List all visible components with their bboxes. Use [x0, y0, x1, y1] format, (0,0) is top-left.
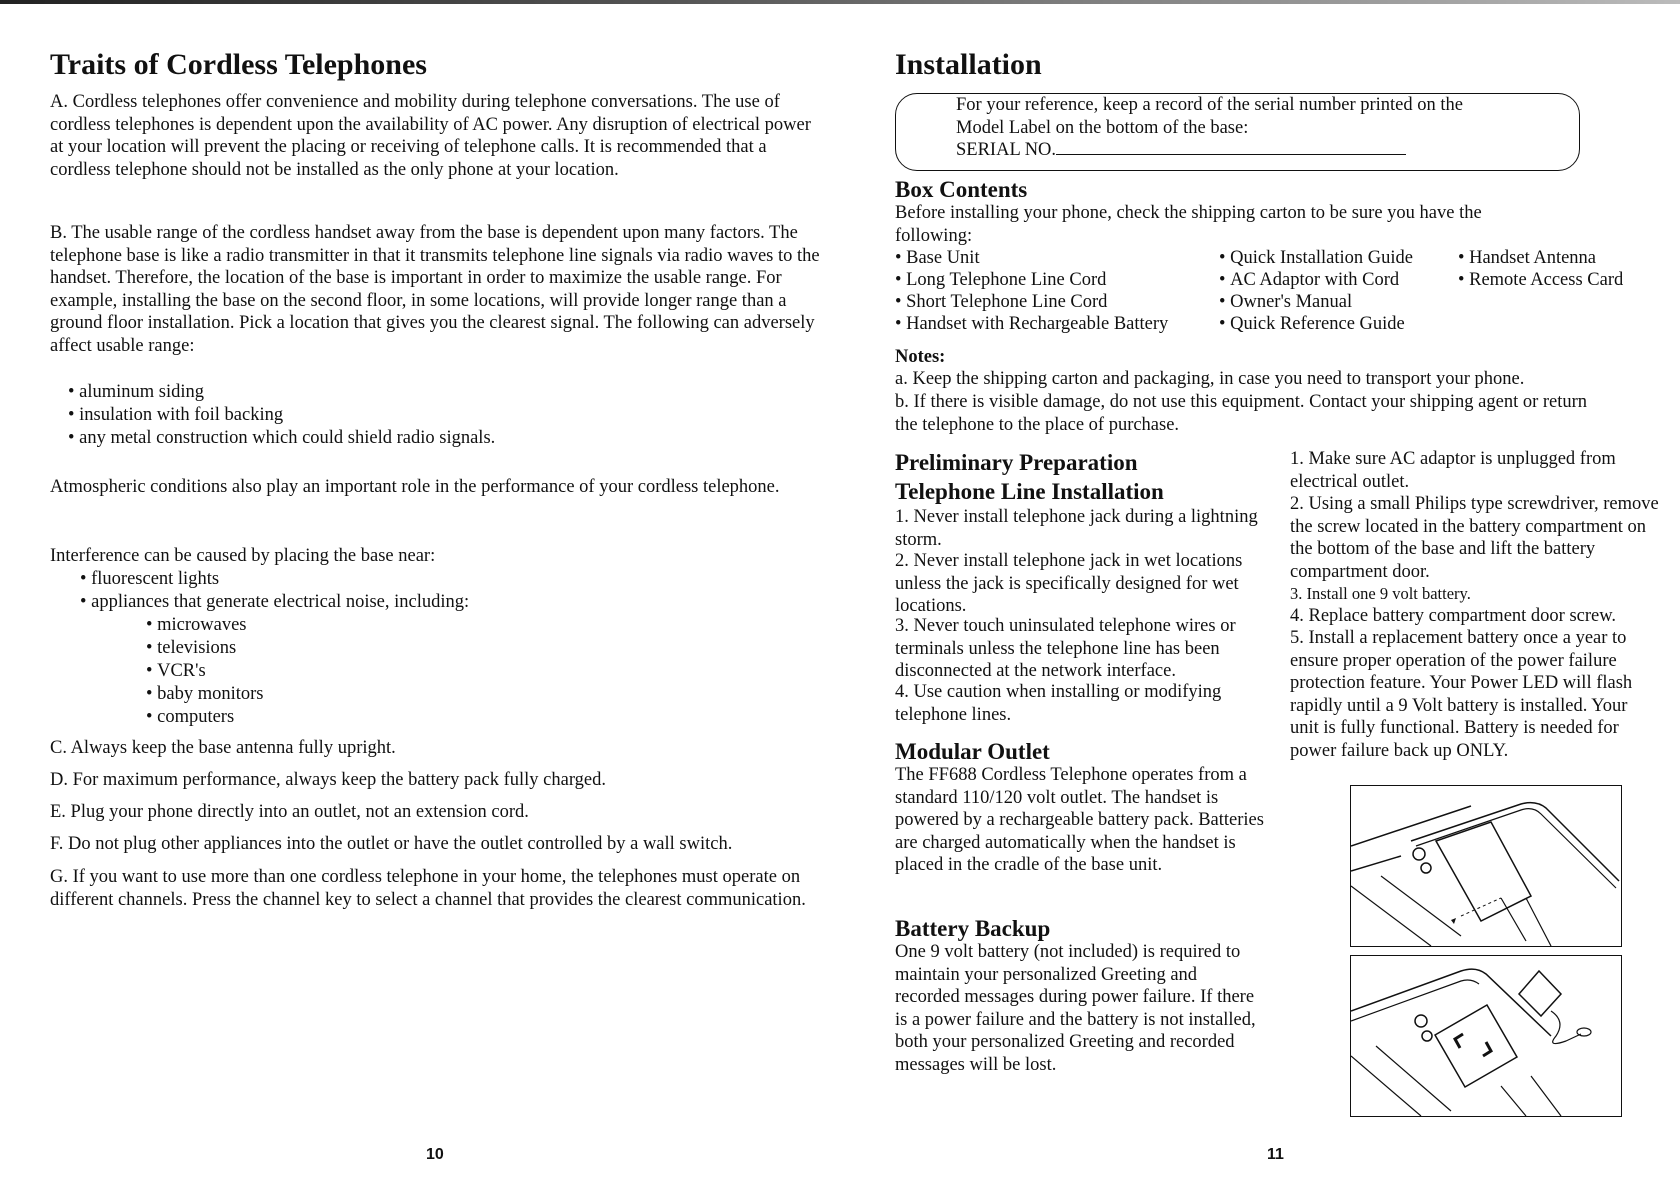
list-item: • Quick Reference Guide: [1219, 313, 1413, 335]
list-item: • microwaves: [146, 614, 263, 637]
para-a: A. Cordless telephones offer convenience and mobility during telephone conversations. The use of cordless telephones is dependent upon the availability of AC power. Any disruption of electrical power at your location will prevent the placing or receiving of telephone calls. It is recommended that a cordless telephone should not be installed as the only phone at your location.: [50, 92, 811, 180]
para-c: C. Always keep the base antenna fully upright.: [50, 738, 396, 758]
list-item: • Quick Installation Guide: [1219, 247, 1413, 269]
base-bottom-illustration: [1351, 786, 1621, 946]
range-list: [68, 381, 495, 450]
battery-compartment-figure-1: [1350, 785, 1622, 947]
list-item: • Short Telephone Line Cord: [895, 291, 1168, 313]
note-a: a. Keep the shipping carton and packaging, in case you need to transport your phone.: [895, 369, 1525, 389]
battery-backup-text: One 9 volt battery (not included) is required to maintain your personalized Greeting and recorded messages during power failure. If there is a power failure and the battery is not installed, both your personalized Greeting and recorded messages will be lost.: [895, 942, 1256, 1075]
list-item: • baby monitors: [146, 683, 263, 706]
battery-step-5: 5. Install a replacement battery once a year to ensure proper operation of the power failure protection feature. Your Power LED will flash rapidly until a 9 Volt battery is installed. Your unit is fully functional. Battery is needed for power failure back up ONLY.: [1290, 628, 1633, 761]
battery-compartment-figure-2: [1350, 955, 1622, 1117]
list-item: • Base Unit: [895, 247, 1168, 269]
serial-label: SERIAL NO.: [956, 140, 1057, 161]
preliminary-heading: Preliminary Preparation: [895, 450, 1138, 475]
box-contents-list: [895, 247, 1665, 339]
page-number-right: 11: [1267, 1146, 1284, 1163]
list-item: • any metal construction which could shield radio signals.: [68, 427, 495, 450]
para-g: G. If you want to use more than one cordless telephone in your home, the telephones must operate on different channels. Press the channel key to select a channel that provides the clearest communication.: [50, 867, 806, 910]
serial-line1: For your reference, keep a record of the serial number printed on the: [956, 95, 1463, 115]
list-item: • Long Telephone Line Cord: [895, 269, 1168, 291]
note-b: b. If there is visible damage, do not use this equipment. Contact your shipping agent or return the telephone to the place of purchase.: [895, 392, 1588, 435]
para-b: B. The usable range of the cordless handset away from the base is dependent upon many factors. The telephone base is like a radio transmitter in that it transmits telephone line signals via radio waves to the handset. Therefore, the location of the base is important in order to maximize the usable range. For example, installing the base on the second floor, in some locations, will provide longer range than a ground floor installation. Pick a location that gives you the clearest signal. The following can adversely affect usable range:: [50, 223, 820, 356]
battery-step-1: 1. Make sure AC adaptor is unplugged from electrical outlet.: [1290, 449, 1616, 492]
list-item: • Handset Antenna: [1458, 247, 1623, 269]
list-item: • aluminum siding: [68, 381, 495, 404]
page-number-left: 10: [426, 1146, 444, 1163]
list-item: • fluorescent lights: [80, 568, 469, 591]
list-item: • televisions: [146, 637, 263, 660]
traits-title: Traits of Cordless Telephones: [50, 48, 427, 81]
battery-step-4: 4. Replace battery compartment door screw.: [1290, 606, 1617, 626]
modular-outlet-text: The FF688 Cordless Telephone operates from a standard 110/120 volt outlet. The handset is powered by a rechargeable battery pack. Batteries are charged automatically when the handset is placed in the cradle of the base unit.: [895, 765, 1264, 876]
list-item: • Handset with Rechargeable Battery: [895, 313, 1168, 335]
installation-title: Installation: [895, 48, 1042, 81]
serial-write-line: [1056, 140, 1406, 155]
battery-step-2: 2. Using a small Philips type screwdriver, remove the screw located in the battery compartment on the bottom of the base and lift the battery compartment door.: [1290, 494, 1659, 582]
para-d: D. For maximum performance, always keep the battery pack fully charged.: [50, 770, 607, 790]
battery-backup-heading: Battery Backup: [895, 916, 1051, 941]
interference-list: [80, 568, 469, 614]
list-item: • AC Adaptor with Cord: [1219, 269, 1413, 291]
notes-heading: Notes:: [895, 347, 946, 367]
battery-install-illustration: [1351, 956, 1621, 1116]
list-item: • appliances that generate electrical noise, including:: [80, 591, 469, 614]
tli-step-4: 4. Use caution when installing or modifying telephone lines.: [895, 682, 1222, 725]
list-item: • VCR's: [146, 660, 263, 683]
list-item: • Remote Access Card: [1458, 269, 1623, 291]
tli-step-2: 2. Never install telephone jack in wet locations unless the jack is specifically designed for wet locations.: [895, 551, 1243, 617]
telephone-line-heading: Telephone Line Installation: [895, 479, 1164, 504]
list-item: • Owner's Manual: [1219, 291, 1413, 313]
list-item: • computers: [146, 706, 263, 729]
serial-number-box: [895, 93, 1580, 171]
box-contents-intro: Before installing your phone, check the shipping carton to be sure you have the following:: [895, 203, 1482, 246]
atmospheric-text: Atmospheric conditions also play an important role in the performance of your cordless telephone.: [50, 477, 780, 497]
list-item: • insulation with foil backing: [68, 404, 495, 427]
left-page: [50, 0, 820, 1190]
box-contents-heading: Box Contents: [895, 177, 1028, 202]
interference-intro: Interference can be caused by placing the base near:: [50, 546, 436, 566]
right-page: [895, 0, 1665, 1190]
para-f: F. Do not plug other appliances into the outlet or have the outlet controlled by a wall switch.: [50, 834, 733, 854]
modular-outlet-heading: Modular Outlet: [895, 739, 1050, 764]
para-e: E. Plug your phone directly into an outlet, not an extension cord.: [50, 802, 529, 822]
tli-step-3: 3. Never touch uninsulated telephone wires or terminals unless the telephone line has been disconnected at the network interface.: [895, 616, 1236, 682]
battery-step-3: 3. Install one 9 volt battery.: [1290, 584, 1471, 603]
serial-line2: Model Label on the bottom of the base:: [956, 117, 1249, 138]
appliance-list: [146, 614, 263, 729]
tli-step-1: 1. Never install telephone jack during a lightning storm.: [895, 507, 1258, 550]
